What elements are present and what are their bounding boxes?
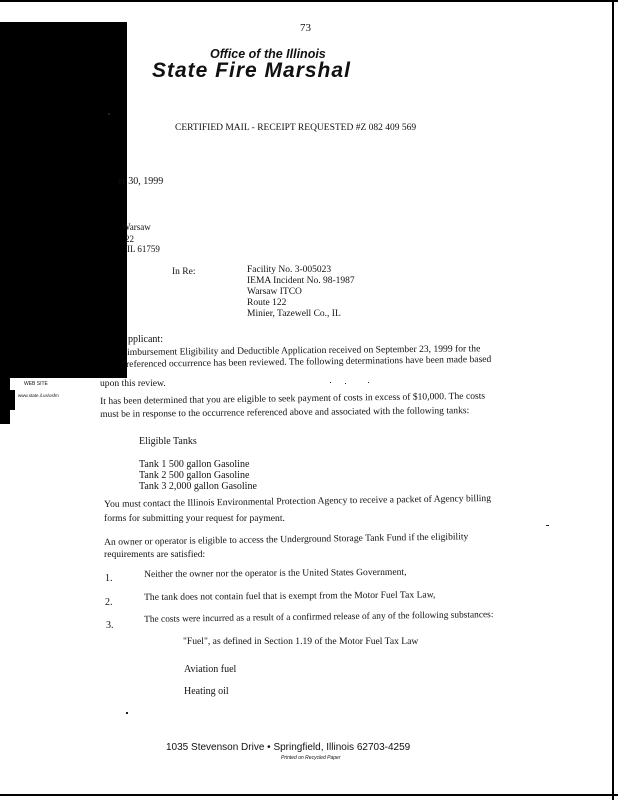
- requirement-3-number: 3.: [106, 620, 114, 631]
- paragraph-1-line-2: referenced occurrence has been reviewed. The following determinations have been made based: [126, 353, 492, 370]
- scan-speck: [126, 712, 128, 714]
- letterhead-office-line: Office of the Illinois: [210, 47, 326, 61]
- paragraph-3-line-2: forms for submitting your request for payment.: [104, 513, 285, 524]
- re-line-location: Minier, Tazewell Co., IL: [247, 309, 341, 319]
- scan-speck: [108, 113, 110, 115]
- scan-speck: [330, 382, 331, 383]
- letterhead-agency-name: State Fire Marshal: [152, 59, 351, 82]
- eligible-tank-2: Tank 2 500 gallon Gasoline: [139, 470, 250, 481]
- salutation: pplicant:: [128, 334, 163, 345]
- substance-heating-oil: Heating oil: [184, 686, 229, 697]
- requirement-2-number: 2.: [105, 597, 113, 608]
- side-label-web: WEB SITE: [24, 381, 48, 387]
- footer-address: 1035 Stevenson Drive • Springfield, Illinois 62703-4259: [166, 742, 411, 753]
- paragraph-2-line-1: It has been determined that you are eligible to seek payment of costs in excess of $10,000. The costs: [100, 390, 486, 407]
- re-line-route: Route 122: [247, 298, 287, 308]
- paragraph-1-line-3: upon this review.: [100, 378, 166, 389]
- requirement-1-text: Neither the owner nor the operator is the United States Government,: [144, 566, 407, 580]
- page-border-bottom: [0, 794, 618, 796]
- certified-mail-line: CERTIFIED MAIL - RECEIPT REQUESTED #Z 082 409 569: [175, 123, 417, 133]
- eligible-tanks-heading: Eligible Tanks: [139, 436, 197, 447]
- requirement-3-text: The costs were incurred as a result of a confirmed release of any of the following substances:: [144, 610, 494, 625]
- address-line-2: 22: [125, 234, 134, 244]
- re-line-name: Warsaw ITCO: [247, 287, 302, 297]
- paragraph-4-line-2: requirements are satisfied:: [104, 549, 206, 560]
- substance-aviation-fuel: Aviation fuel: [184, 664, 237, 675]
- letter-date: er 30, 1999: [118, 176, 164, 187]
- paragraph-2-line-2: must be in response to the occurrence referenced above and associated with the following tanks:: [100, 405, 470, 420]
- address-line-3: IL 61759: [127, 244, 160, 254]
- requirement-1-number: 1.: [105, 573, 113, 584]
- address-line-1: Warsaw: [122, 222, 151, 232]
- redaction-block-main: [0, 22, 127, 378]
- scan-speck: [368, 382, 369, 383]
- eligible-tank-3: Tank 3 2,000 gallon Gasoline: [139, 481, 257, 492]
- side-label-url: www.state.il.us/osfm: [18, 393, 59, 398]
- page-border-right: [612, 0, 614, 800]
- paragraph-4-line-1: An owner or operator is eligible to access the Underground Storage Tank Fund if the eligibility: [104, 531, 469, 548]
- re-line-facility: Facility No. 3-005023: [247, 265, 332, 275]
- eligible-tank-1: Tank 1 500 gallon Gasoline: [139, 459, 250, 470]
- scan-speck: [546, 525, 549, 526]
- re-line-incident: IEMA Incident No. 98-1987: [247, 276, 355, 286]
- re-label: In Re:: [172, 267, 196, 277]
- footer-recycled-note: Printed on Recycled Paper: [281, 755, 341, 761]
- page-number: 73: [300, 22, 311, 34]
- paragraph-3-line-1: You must contact the Illinois Environmental Protection Agency to receive a packet of Agency billing: [104, 492, 492, 510]
- paragraph-1-line-1: imbursement Eligibility and Deductible Application received on September 23, 1999 for the: [127, 343, 481, 358]
- requirement-2-text: The tank does not contain fuel that is exempt from the Motor Fuel Tax Law,: [144, 589, 436, 603]
- scan-speck: [345, 383, 346, 384]
- redaction-block-small: [8, 390, 15, 410]
- substance-fuel: "Fuel", as defined in Section 1.19 of the Motor Fuel Tax Law: [183, 636, 419, 647]
- page-border-top: [0, 0, 618, 2]
